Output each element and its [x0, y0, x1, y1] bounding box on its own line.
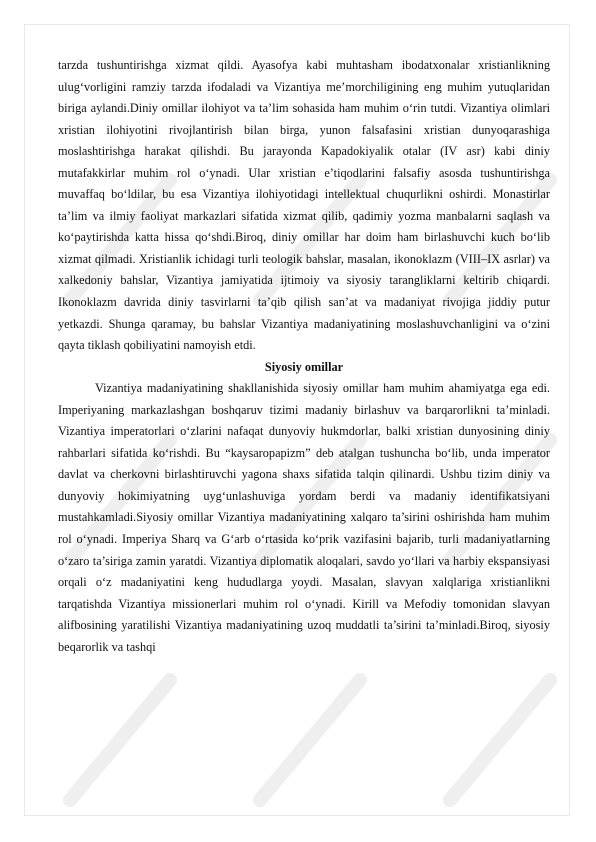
paragraph-religious-factors: tarzda tushuntirishga xizmat qildi. Ayasofya kabi muhtasham ibodatxonalar xristianlikning ulug‘vorligini ramziy tarzda ifodaladi va Vizantiya me’morchiligining eng muhim yutuqlaridan biriga aylandi.Diniy omillar ilohiyot va ta’lim sohasida ham muhim o‘rin tutdi. Vizantiya olimlari xristian ilohiyotini rivojlantirish bilan birga, yunon falsafasini xristian dunyoqarashiga moslashtirishga harakat qilishdi. Bu jarayonda Kapadokiyalik otalar (IV asr) kabi diniy mutafakkirlar muhim rol o‘ynadi. Ular xristian e’tiqodlarini falsafiy asosda tushuntirishga muvaffaq bo‘ldilar, bu esa Vizantiya ilohiyotidagi intellektual chuqurlikni oshirdi. Monastirlar ta’lim va ilmiy faoliyat markazlari sifatida xizmat qilib, qadimiy yozma manbalarni saqlash va ko‘paytirishda katta hissa qo‘shdi.Biroq, diniy omillar har doim ham birlashuvchi kuch bo‘lib xizmat qilmadi. Xristianlik ichidagi turli teologik bahslar, masalan, ikonoklazm (VIII–IX asrlar) va xalkedoniy bahslar, Vizantiya jamiyatida ijtimoiy va siyosiy tarangliklarni keltirib chiqardi. Ikonoklazm davrida diniy tasvirlarni ta’qib qilish san’at va madaniyat rivojiga jiddiy putur yetkazdi. Shunga qaramay, bu bahslar Vizantiya madaniyatining moslashuvchanligini va o‘zini qayta tiklash qobiliyatini namoyish etdi. [58, 58, 550, 353]
paragraph-political-factors: Vizantiya madaniyatining shakllanishida siyosiy omillar ham muhim ahamiyatga ega edi. Imperiyaning markazlashgan boshqaruv tizimi madaniy birlashuv va barqarorlikni ta’minladi. Vizantiya imperatorlari o‘zlarini nafaqat dunyoviy hukmdorlar, balki xristian dunyosining diniy rahbarlari sifatida ko‘rishdi. Bu “kaysaropapizm” deb atalgan tushuncha bo‘lib, unda imperator davlat va cherkovni birlashtiruvchi yagona shaxs sifatida talqin qilinardi. Ushbu tizim diniy va dunyoviy hokimiyatning uyg‘unlashuviga yordam berdi va madaniy identifikatsiyani mustahkamladi.Siyosiy omillar Vizantiya madaniyatining xalqaro ta’sirini oshirishda ham muhim rol o‘ynadi. Imperiya Sharq va G‘arb o‘rtasida ko‘prik vazifasini bajarib, turli madaniyatlarning o‘zaro ta’siriga zamin yaratdi. Vizantiya diplomatik aloqalari, savdo yo‘llari va harbiy ekspansiyasi orqali o‘z madaniyatini keng hududlarga yoydi. Masalan, slavyan xalqlariga xristianlikni tarqatishda Vizantiya missionerlari muhim rol o‘ynadi. Kirill va Mefodiy tomonidan slavyan alifbosining yaratilishi Vizantiya madaniyatining uzoq muddatli ta’sirini ta’minladi.Biroq, siyosiy beqarorlik va tashqi [58, 381, 550, 654]
section-heading: Siyosiy omillar [264, 359, 344, 374]
document-body [58, 55, 550, 658]
